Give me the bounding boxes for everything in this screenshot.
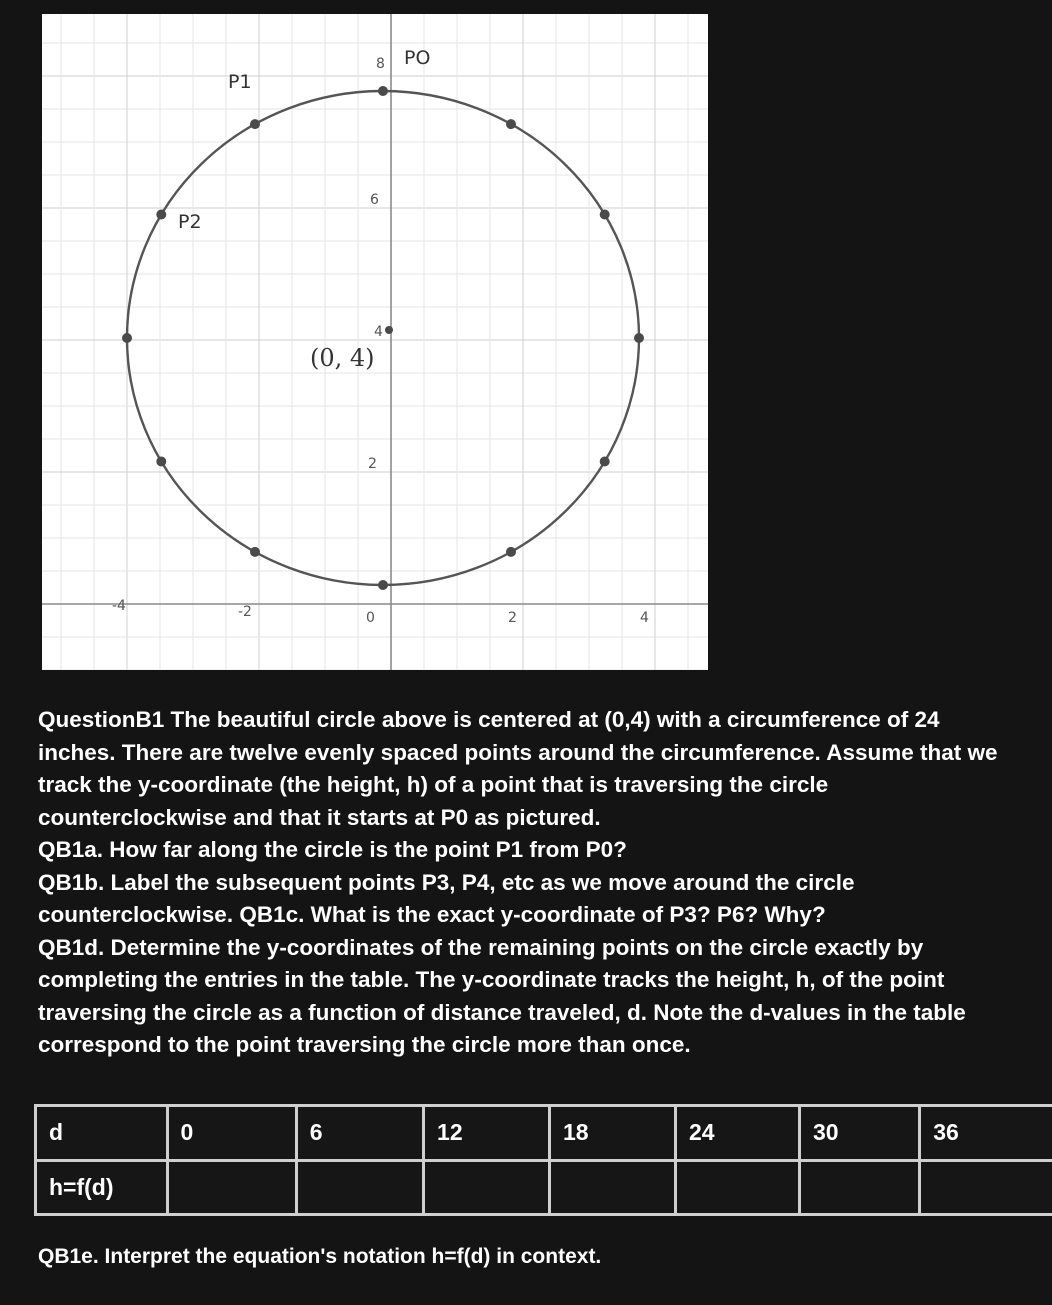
h-value-cell[interactable] xyxy=(296,1160,423,1215)
d-value-cell: 6 xyxy=(296,1106,423,1161)
circle-points xyxy=(122,86,644,590)
circle-point xyxy=(506,547,516,557)
circle-point xyxy=(378,580,388,590)
h-value-cell[interactable] xyxy=(550,1160,676,1215)
d-value-cell: 36 xyxy=(920,1106,1052,1161)
d-value-cell: 0 xyxy=(167,1106,296,1161)
d-value-cell: 24 xyxy=(675,1106,799,1161)
row-header-d: d xyxy=(36,1106,168,1161)
x-tick-label: -2 xyxy=(238,604,252,620)
y-tick-label: 4 xyxy=(374,324,383,340)
x-tick-label: 2 xyxy=(508,610,517,626)
center-point xyxy=(385,326,393,334)
circle-point xyxy=(250,547,260,557)
circle-point xyxy=(506,119,516,129)
h-value-cell[interactable] xyxy=(800,1160,920,1215)
question-qb1d: QB1d. Determine the y-coordinates of the remaining points on the circle exactly by completing the entries in the table. The y-coordinate tracks the height, h, of the point traversing the circle as a function of distance traveled, d. Note the d-values in the table correspond to the point traversing the circle more than once. xyxy=(38,934,966,1057)
h-value-cell[interactable] xyxy=(424,1160,550,1215)
question-text xyxy=(38,704,998,1062)
d-value-cell: 30 xyxy=(800,1106,920,1161)
d-value-cell: 18 xyxy=(550,1106,676,1161)
p2-label: P2 xyxy=(178,211,202,233)
center-label: (0, 4) xyxy=(310,344,375,372)
circle xyxy=(127,91,639,585)
circle-point xyxy=(634,333,644,343)
x-tick-label: -4 xyxy=(112,598,126,614)
table-row-h xyxy=(36,1160,1052,1215)
graph-canvas xyxy=(42,14,708,670)
question-paragraph: QuestionB1 The beautiful circle above is centered at (0,4) with a circumference of 24 inches. There are twelve evenly spaced points around the circumference. Assume that we track the y-coordinate (the height, h) of a point that is traversing the circle counterclockwise and that it starts at P0 as pictured. xyxy=(38,707,998,830)
question-qb1b-qb1c: QB1b. Label the subsequent points P3, P4, etc as we move around the circle counterclockwise. QB1c. What is the exact y-coordinate of P3? P6? Why? xyxy=(38,869,855,927)
circle-point xyxy=(600,457,610,467)
h-value-cell[interactable] xyxy=(920,1160,1052,1215)
y-tick-label: 8 xyxy=(376,56,385,72)
x-tick-label: 4 xyxy=(640,610,649,626)
h-value-cell[interactable] xyxy=(675,1160,799,1215)
table-row-d xyxy=(36,1106,1052,1161)
distance-height-table xyxy=(34,1104,1052,1216)
circle-point xyxy=(250,119,260,129)
question-qb1e: QB1e. Interpret the equation's notation h=f(d) in context. xyxy=(38,1245,602,1268)
y-tick-label: 2 xyxy=(368,456,377,472)
x-tick-label: 0 xyxy=(366,610,375,626)
circle-point xyxy=(378,86,388,96)
p0-label: PO xyxy=(404,47,431,69)
circle-point xyxy=(600,210,610,220)
grid-lines xyxy=(42,14,708,670)
y-tick-label: 6 xyxy=(370,192,379,208)
row-header-h: h=f(d) xyxy=(36,1160,168,1215)
circle-graph xyxy=(42,14,708,670)
question-qb1a: QB1a. How far along the circle is the point P1 from P0? xyxy=(38,837,627,862)
circle-point xyxy=(122,333,132,343)
d-value-cell: 12 xyxy=(424,1106,550,1161)
circle-point xyxy=(156,210,166,220)
circle-point xyxy=(156,457,166,467)
p1-label: P1 xyxy=(228,71,252,93)
h-value-cell[interactable] xyxy=(167,1160,296,1215)
